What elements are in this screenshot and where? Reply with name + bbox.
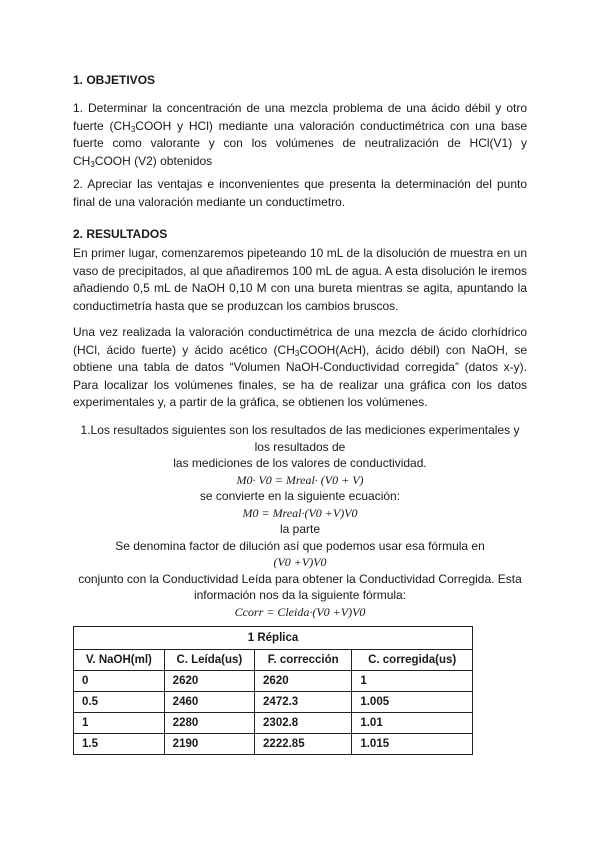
table-cell: 2280	[164, 713, 254, 734]
centered-explanation	[73, 422, 527, 620]
subscript: 3	[130, 124, 136, 134]
heading-resultados: 2. RESULTADOS	[73, 227, 168, 241]
table-row	[74, 692, 473, 713]
table-header-c-corregida: C. corregida(us)	[352, 650, 473, 671]
formula-ccorr: Ccorr = Cleida·(V0 +V)V0	[234, 604, 366, 619]
table-header-volume: V. NaOH(ml)	[74, 650, 165, 671]
table-cell: 1.01	[352, 713, 473, 734]
centered-line-5: Se denomina factor de dilución así que podemos usar esa fórmula en	[115, 538, 485, 553]
objective-1	[73, 100, 527, 170]
table-cell: 2620	[255, 671, 352, 692]
results-table	[73, 626, 473, 755]
formula-m0: M0 = Mreal·(V0 +V)V0	[242, 505, 358, 520]
results-paragraph-2	[73, 324, 527, 412]
table-cell: 1	[352, 671, 473, 692]
objective-1-text-b: COOH y HCl) mediante una valoración conductimétrica con una base fuerte como valorante y con los volúmenes de neutralización de HCl(V1) y CH	[73, 118, 527, 168]
centered-line-4: la parte	[279, 522, 321, 536]
table-row	[74, 734, 473, 755]
objective-1-text-c: COOH (V2) obtenidos	[94, 153, 213, 168]
results-paragraph-1: En primer lugar, comenzaremos pipeteando 10 mL de la disolución de muestra en un vaso de precipitados, al que añadiremos 100 mL de agua. A esta disolución le iremos añadiendo 0,5 mL de NaOH 0,10 M con una bureta mientras se agita, apuntando la conductimetría hasta que se produzcan los cambios bruscos.	[73, 246, 527, 313]
table-cell: 1.005	[352, 692, 473, 713]
table-cell: 0	[74, 671, 165, 692]
table-cell: 1.5	[74, 734, 165, 755]
table-header-c-leida: C. Leída(us)	[164, 650, 254, 671]
subscript: 3	[294, 348, 300, 358]
centered-line-2: las mediciones de los valores de conductividad.	[173, 456, 427, 470]
table-cell: 1	[74, 713, 165, 734]
table-header-f-correccion: F. corrección	[255, 650, 352, 671]
table-cell: 0.5	[74, 692, 165, 713]
table-title: 1 Réplica	[74, 627, 473, 650]
centered-line-1: 1.Los resultados siguientes son los resultados de las mediciones experimentales y los resultados de	[80, 423, 520, 454]
results-paragraph-2-text-b: COOH(AcH), ácido débil) con NaOH, se obtiene una tabla de datos “Volumen NaOH-Conductividad corregida” (datos x-y). Para localizar los volúmenes finales, se ha de realizar una gráfica con los datos experimentales y, a partir de la gráfica, se obtienen los volúmenes.	[73, 342, 527, 409]
heading-objetivos: 1. OBJETIVOS	[73, 73, 156, 87]
table-cell: 2460	[164, 692, 254, 713]
table-cell: 1.015	[352, 734, 473, 755]
table-row	[74, 671, 473, 692]
formula-dilution: M0· V0 = Mreal· (V0 + V)	[236, 472, 364, 487]
subscript: 3	[90, 159, 95, 169]
formula-dilution-factor: (V0 +V)V0	[273, 555, 327, 569]
table-cell: 2620	[164, 671, 254, 692]
table-cell: 2190	[164, 734, 254, 755]
objective-1-text-a: 1. Determinar la concentración de una mezcla problema de una ácido débil y otro fuerte (CH	[73, 101, 527, 133]
table-cell: 2222.85	[255, 734, 352, 755]
table-cell: 2302.8	[255, 713, 352, 734]
results-paragraph-2-text-a: Una vez realizada la valoración conductimétrica de una mezcla de ácido clorhídrico (HCl, ácido fuerte) y ácido acético (CH	[73, 325, 527, 357]
objective-2: 2. Apreciar las ventajas e inconvenientes que presenta la determinación del punto final de una valoración mediante un conductímetro.	[73, 177, 527, 209]
table-cell: 2472.3	[255, 692, 352, 713]
centered-line-3: se convierte en la siguiente ecuación:	[199, 489, 401, 503]
centered-line-6: conjunto con la Conductividad Leída para obtener la Conductividad Corregida. Esta información nos da la siguiente fórmula:	[78, 571, 522, 602]
table-row	[74, 713, 473, 734]
